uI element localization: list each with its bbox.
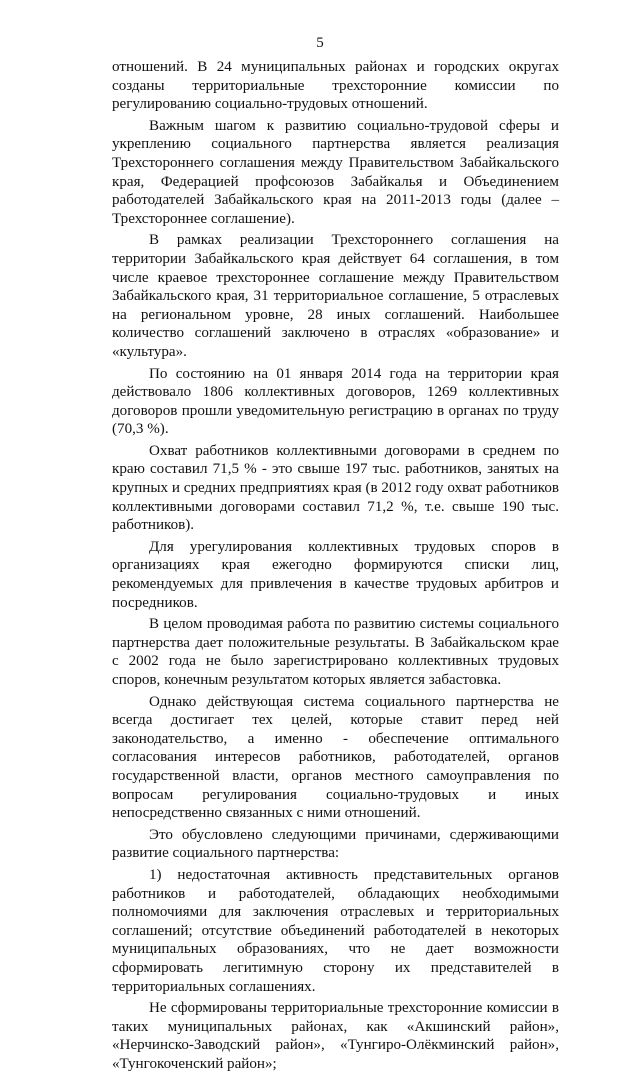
document-body: [112, 58, 559, 1073]
paragraph-tripartite-agreement: Важным шагом к развитию социально-трудовой сферы и укреплению социального партнерства является реализация Трехстороннего соглашения между Правительством Забайкальского края, Федерацией профсоюзов Забайкалья и Объединением работодателей Забайкальского края на 2011-2013 годы (далее – Трехстороннее соглашение).: [112, 117, 559, 227]
page-number: 5: [316, 35, 324, 51]
paragraph-agreements-count: В рамках реализации Трехстороннего соглашения на территории Забайкальского края действует 64 соглашения, в том числе краевое трехстороннее соглашение между Правительством Забайкальского края, 31 территориальное соглашение, 5 отраслевых на региональном уровне, 28 иных соглашений. Наибольшее количество соглашений заключено в отраслях «образование» и «культура».: [112, 232, 559, 360]
paragraph-collective-contracts: По состоянию на 01 января 2014 года на территории края действовало 1806 коллективных договоров, 1269 коллективных договоров прошли уведомительную регистрацию в органах по труду (70,3 %).: [112, 365, 559, 438]
paragraph-labor-disputes: Для урегулирования коллективных трудовых споров в организациях края ежегодно формируются списки лиц, рекомендуемых для привлечения в качестве трудовых арбитров и посредников.: [112, 538, 559, 611]
paragraph-missing-commissions: Не сформированы территориальные трехсторонние комиссии в таких муниципальных районах, как «Акшинский район», «Нерчинско-Заводский район», «Тунгиро-Олёкминский район», «Тунгокоченский район»;: [112, 1000, 559, 1072]
paragraph-reasons-intro: Это обусловлено следующими причинами, сдерживающими развитие социального партнерства:: [112, 826, 559, 862]
paragraph-continuation: отношений. В 24 муниципальных районах и городских округах созданы территориальные трехсторонние комиссии по регулированию социально-трудовых отношений.: [112, 59, 559, 113]
paragraph-positive-results: В целом проводимая работа по развитию системы социального партнерства дает положительные результаты. В Забайкальском крае с 2002 года не было зарегистрировано коллективных трудовых споров, конечным результатом которых является забастовка.: [112, 616, 559, 688]
paragraph-coverage: Охват работников коллективными договорами в среднем по краю составил 71,5 % - это свыше 197 тыс. работников, занятых на крупных и средних предприятиях края (в 2012 году охват работников коллективными договорами составил 71,2 %, т.е. свыше 190 тыс. работников).: [112, 442, 559, 534]
paragraph-reason-1: 1) недостаточная активность представительных органов работников и работодателей, обладающих необходимыми полномочиями для заключения отраслевых и территориальных соглашений; отсутствие объединений работодателей в некоторых муниципальных образованиях, что не дает возможности сформировать легитимную сторону их представителей в территориальных соглашениях.: [112, 866, 559, 995]
paragraph-system-limitations: Однако действующая система социального партнерства не всегда достигает тех целей, которые ставит перед ней законодательство, а именно - обеспечение оптимального согласования интересов работников, работодателей, органов государственной власти, органов местного самоуправления по вопросам регулирования социально-трудовых и иных непосредственно связанных с ними отношений.: [112, 693, 559, 822]
